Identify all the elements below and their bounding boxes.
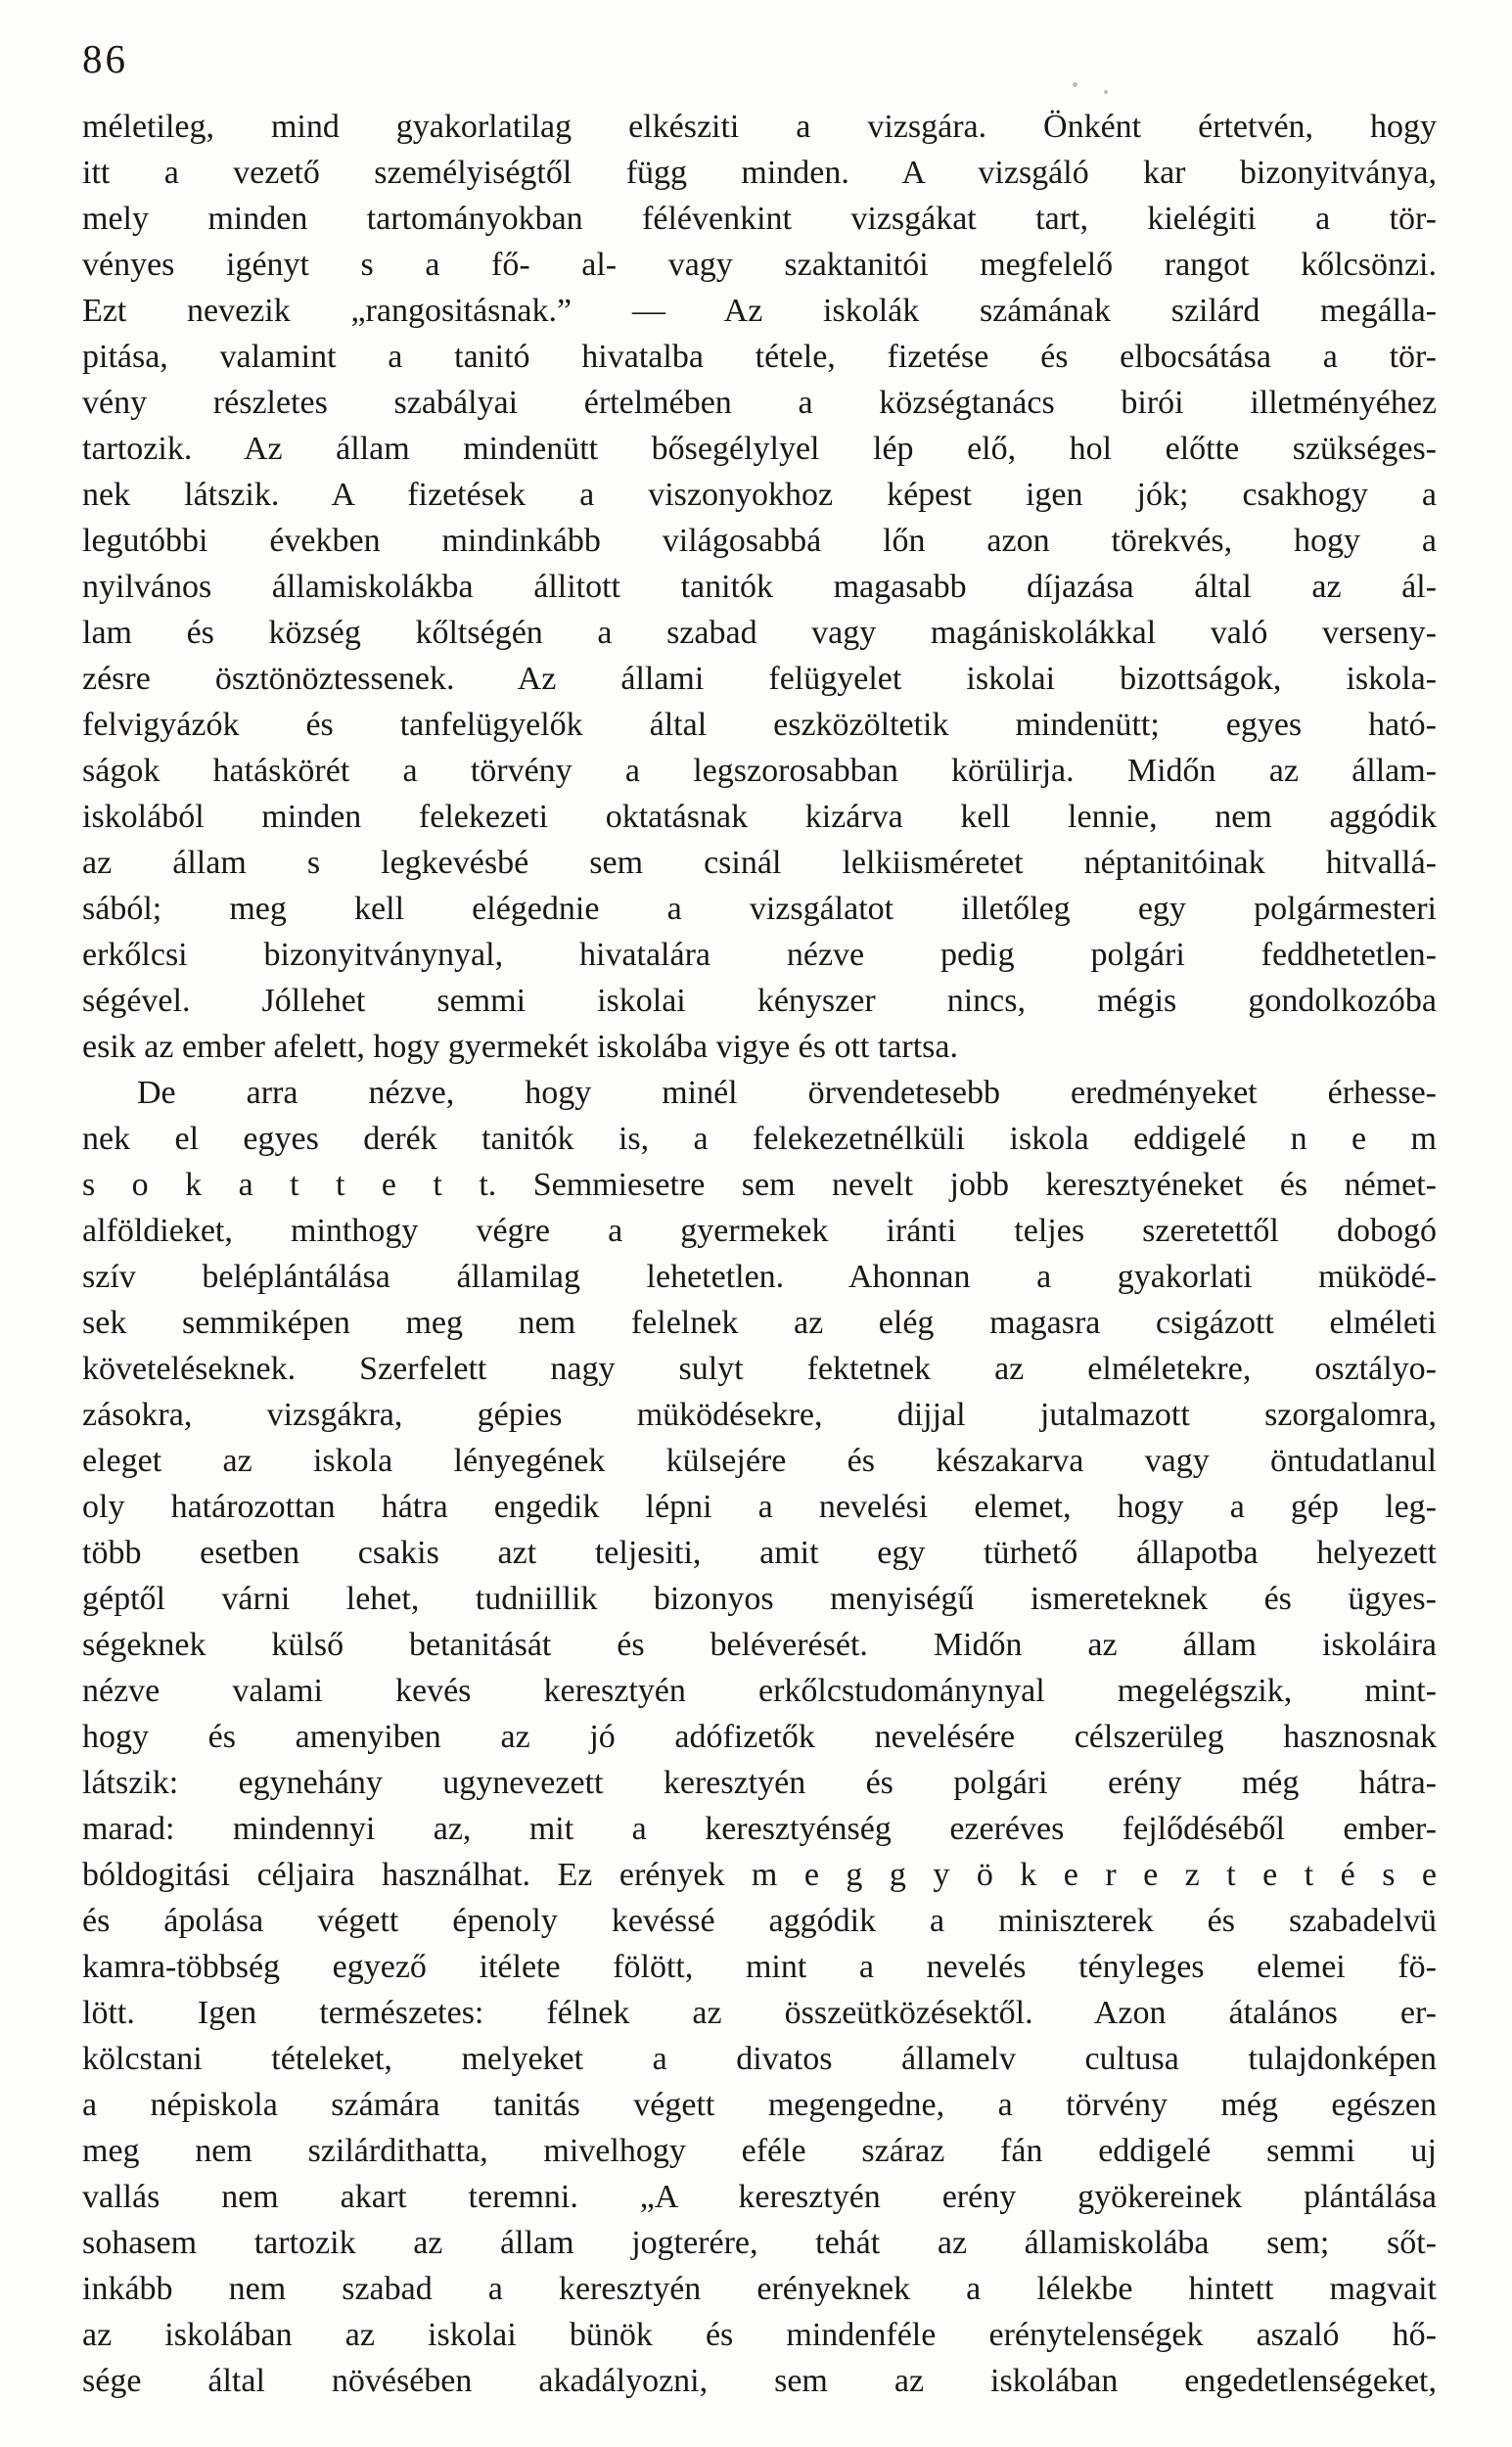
text-line: kamra-többség egyező itélete fölött, mint a nevelés tényleges elemei fö- (82, 1949, 1437, 1985)
text-line: zésre ösztönöztessenek. Az állami felügyelet iskolai bizottságok, iskola- (82, 661, 1437, 697)
text-line: a népiskola számára tanitás végett megengedne, a törvény még egészen (82, 2087, 1437, 2123)
page-number: 86 (82, 36, 128, 81)
text-line: követeléseknek. Szerfelett nagy sulyt fektetnek az elméletekre, osztályo- (82, 1351, 1437, 1387)
paragraph (82, 1070, 1437, 2404)
text-line: nézve valami kevés keresztyén erkőlcstudománynyal megelégszik, mint- (82, 1673, 1437, 1709)
text-line: meg nem szilárdithatta, mivelhogy eféle száraz fán eddigelé semmi uj (82, 2133, 1437, 2169)
text-line: tartozik. Az állam mindenütt bősegélylyel lép elő, hol előtte szükséges- (82, 431, 1437, 467)
text-line: erkőlcsi bizonyitványnyal, hivatalára nézve pedig polgári feddhetetlen- (82, 937, 1437, 973)
text-line: ságok hatáskörét a törvény a legszorosabban körülirja. Midőn az állam- (82, 753, 1437, 789)
text-line: felvigyázók és tanfelügyelők által eszközöltetik mindenütt; egyes ható- (82, 707, 1437, 743)
text-line: inkább nem szabad a keresztyén erényeknek a lélekbe hintett magvait (82, 2271, 1437, 2307)
text-block (82, 104, 1437, 2404)
text-line: sége által növésében akadályozni, sem az iskolában engedetlenségeket, (82, 2363, 1437, 2399)
text-line: vény részletes szabályai értelmében a községtanács birói illetményéhez (82, 385, 1437, 421)
text-line: nyilvános államiskolákba állitott tanitók magasabb díjazása által az ál- (82, 569, 1437, 605)
text-line: s o k a t t e t t. Semmiesetre sem nevelt jobb keresztyéneket és német- (82, 1167, 1437, 1203)
text-line: vallás nem akart teremni. „A keresztyén erény gyökereinek plántálása (82, 2179, 1437, 2215)
text-line: sából; meg kell elégednie a vizsgálatot illetőleg egy polgármesteri (82, 891, 1437, 927)
text-line: szív beléplántálása államilag lehetetlen. Ahonnan a gyakorlati müködé- (82, 1259, 1437, 1295)
text-line: vényes igényt s a fő- al- vagy szaktanitói megfelelő rangot kőlcsönzi. (82, 247, 1437, 283)
text-line: méletileg, mind gyakorlatilag elkésziti a vizsgára. Önként értetvén, hogy (82, 109, 1437, 145)
text-line: eleget az iskola lényegének külsejére és készakarva vagy öntudatlanul (82, 1443, 1437, 1479)
text-line: géptől várni lehet, tudniillik bizonyos menyiségű ismereteknek és ügyes- (82, 1581, 1437, 1617)
text-line: sek semmiképen meg nem felelnek az elég magasra csigázott elméleti (82, 1305, 1437, 1341)
text-line: oly határozottan hátra engedik lépni a nevelési elemet, hogy a gép leg- (82, 1489, 1437, 1525)
text-line: nek el egyes derék tanitók is, a felekezetnélküli iskola eddigelé n e m (82, 1121, 1437, 1157)
text-line: mely minden tartományokban félévenkint vizsgákat tart, kielégiti a tör- (82, 201, 1437, 237)
text-line: esik az ember afelett, hogy gyermekét iskolába vigye és ott tartsa. (82, 1029, 959, 1065)
text-line: több esetben csakis azt teljesiti, amit egy türhető állapotba helyezett (82, 1535, 1437, 1571)
text-line: sohasem tartozik az állam jogterére, tehát az államiskolába sem; sőt- (82, 2225, 1437, 2261)
text-line: kölcstani tételeket, melyeket a divatos államelv cultusa tulajdonképen (82, 2041, 1437, 2077)
paragraph (82, 104, 1437, 1070)
text-line: nek látszik. A fizetések a viszonyokhoz képest igen jók; csakhogy a (82, 477, 1437, 513)
text-line: iskolából minden felekezeti oktatásnak kizárva kell lennie, nem aggódik (82, 799, 1437, 835)
text-line: De arra nézve, hogy minél örvendetesebb eredményeket érhesse- (137, 1075, 1437, 1111)
scan-speck-icon (1104, 90, 1108, 94)
text-line: zásokra, vizsgákra, gépies müködésekre, dijjal jutalmazott szorgalomra, (82, 1397, 1437, 1433)
text-line: itt a vezető személyiségtől függ minden. A vizsgáló kar bizonyitványa, (82, 155, 1437, 191)
text-line: és ápolása végett épenoly kevéssé aggódik a miniszterek és szabadelvü (82, 1903, 1437, 1939)
text-line: az állam s legkevésbé sem csinál lelkiisméretet néptanitóinak hitvallá- (82, 845, 1437, 881)
text-line: az iskolában az iskolai bünök és mindenféle erénytelenségek aszaló hő- (82, 2317, 1437, 2353)
text-line: ségeknek külső betanitását és beléverését. Midőn az állam iskoláira (82, 1627, 1437, 1663)
text-line: ségével. Jóllehet semmi iskolai kényszer nincs, mégis gondolkozóba (82, 983, 1437, 1019)
text-line: alföldieket, minthogy végre a gyermekek iránti teljes szeretettől dobogó (82, 1213, 1437, 1249)
text-line: marad: mindennyi az, mit a keresztyénség ezeréves fejlődéséből ember- (82, 1811, 1437, 1847)
text-line: lam és község kőltségén a szabad vagy magániskolákkal való verseny- (82, 615, 1437, 651)
text-line: pitása, valamint a tanitó hivatalba tétele, fizetése és elbocsátása a tör- (82, 339, 1437, 375)
text-line: legutóbbi években mindinkább világosabbá lőn azon törekvés, hogy a (82, 523, 1437, 559)
text-line: bóldogitási céljaira használhat. Ez erények m e g g y ö k e r e z t e t é s e (82, 1857, 1437, 1893)
text-line: hogy és amenyiben az jó adófizetők nevelésére célszerüleg hasznosnak (82, 1719, 1437, 1755)
text-line: látszik: egynehány ugynevezett keresztyén és polgári erény még hátra- (82, 1765, 1437, 1801)
scan-speck-icon (1073, 82, 1077, 87)
text-line: lött. Igen természetes: félnek az összeütközésektől. Azon átalános er- (82, 1995, 1437, 2031)
text-line: Ezt nevezik „rangositásnak.” — Az iskolák számának szilárd megálla- (82, 293, 1437, 329)
